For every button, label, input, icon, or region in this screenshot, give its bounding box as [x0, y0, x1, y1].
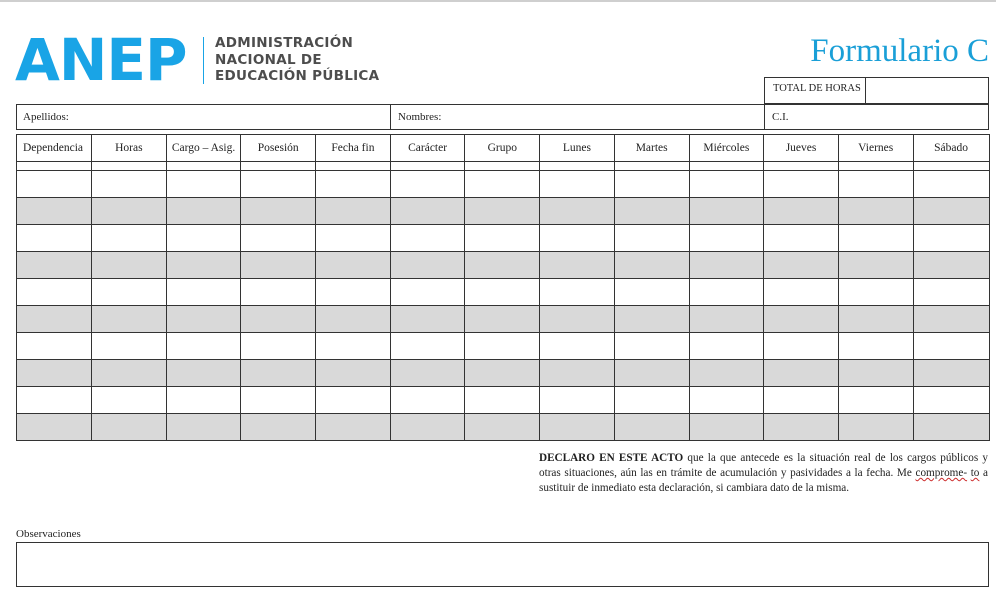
- column-header: Grupo: [465, 135, 540, 162]
- table-cell[interactable]: [838, 252, 913, 279]
- column-header: Dependencia: [17, 135, 92, 162]
- table-cell[interactable]: [166, 252, 241, 279]
- table-cell[interactable]: [17, 198, 92, 225]
- declaration-word: comprome-: [915, 467, 968, 479]
- table-cell[interactable]: [17, 252, 92, 279]
- table-cell[interactable]: [92, 360, 167, 387]
- table-cell[interactable]: [614, 252, 689, 279]
- table-cell[interactable]: [913, 387, 989, 414]
- table-row: [17, 198, 990, 225]
- table-cell[interactable]: [241, 252, 316, 279]
- table-cell[interactable]: [838, 171, 913, 198]
- table-cell[interactable]: [390, 360, 465, 387]
- observaciones-field[interactable]: [16, 542, 989, 587]
- table-cell[interactable]: [614, 360, 689, 387]
- table-cell[interactable]: [689, 387, 764, 414]
- table-cell[interactable]: [17, 333, 92, 360]
- column-header: Fecha fin: [316, 135, 391, 162]
- table-cell[interactable]: [92, 414, 167, 441]
- table-cell[interactable]: [241, 171, 316, 198]
- logo-line: EDUCACIÓN PÚBLICA: [215, 68, 380, 84]
- table-cell[interactable]: [540, 279, 615, 306]
- table-cell[interactable]: [316, 306, 391, 333]
- table-cell[interactable]: [838, 306, 913, 333]
- column-header: Lunes: [540, 135, 615, 162]
- total-hours-divider: [865, 78, 866, 103]
- table-cell[interactable]: [241, 414, 316, 441]
- table-cell[interactable]: [390, 387, 465, 414]
- column-header: Martes: [614, 135, 689, 162]
- table-cell[interactable]: [17, 414, 92, 441]
- table-cell[interactable]: [92, 279, 167, 306]
- table-cell[interactable]: [465, 360, 540, 387]
- column-header: Cargo – Asig.: [166, 135, 241, 162]
- declaration-lead: DECLARO EN ESTE ACTO: [539, 452, 684, 464]
- table-cell[interactable]: [390, 279, 465, 306]
- table-cell[interactable]: [92, 306, 167, 333]
- table-cell[interactable]: [316, 225, 391, 252]
- table-cell[interactable]: [540, 333, 615, 360]
- table-cell[interactable]: [913, 414, 989, 441]
- observaciones-label: Observaciones: [16, 528, 81, 540]
- table-cell[interactable]: [241, 225, 316, 252]
- column-header: Posesión: [241, 135, 316, 162]
- table-cell[interactable]: [614, 279, 689, 306]
- table-cell[interactable]: [316, 252, 391, 279]
- logo-line: NACIONAL DE: [215, 51, 322, 68]
- column-header: Sábado: [913, 135, 989, 162]
- table-cell[interactable]: [838, 360, 913, 387]
- table-cell[interactable]: [166, 198, 241, 225]
- table-cell[interactable]: [465, 225, 540, 252]
- column-header: Viernes: [838, 135, 913, 162]
- table-cell[interactable]: [689, 414, 764, 441]
- table-cell[interactable]: [241, 279, 316, 306]
- table-cell[interactable]: [689, 252, 764, 279]
- table-cell[interactable]: [390, 198, 465, 225]
- table-cell[interactable]: [316, 171, 391, 198]
- table-cell[interactable]: [17, 279, 92, 306]
- table-cell[interactable]: [92, 252, 167, 279]
- spacer-cell: [92, 162, 167, 171]
- ci-label[interactable]: C.I.: [772, 111, 789, 123]
- logo-line: ADMINISTRACIÓN: [215, 35, 354, 51]
- table-cell[interactable]: [166, 279, 241, 306]
- table-cell[interactable]: [540, 171, 615, 198]
- table-cell[interactable]: [166, 360, 241, 387]
- table-row: [17, 333, 990, 360]
- table-cell[interactable]: [390, 306, 465, 333]
- table-cell[interactable]: [614, 414, 689, 441]
- table-cell[interactable]: [913, 360, 989, 387]
- table-cell[interactable]: [689, 171, 764, 198]
- form-title: Formulario C: [810, 33, 989, 69]
- spacer-cell: [764, 162, 839, 171]
- table-cell[interactable]: [465, 252, 540, 279]
- table-cell[interactable]: [838, 225, 913, 252]
- spacer-cell: [241, 162, 316, 171]
- identity-divider: [764, 105, 765, 129]
- table-cell[interactable]: [465, 198, 540, 225]
- table-cell[interactable]: [689, 333, 764, 360]
- table-cell[interactable]: [614, 225, 689, 252]
- table-cell[interactable]: [390, 171, 465, 198]
- table-cell[interactable]: [913, 252, 989, 279]
- spacer-cell: [540, 162, 615, 171]
- logo-institution-name: [215, 35, 379, 85]
- logo-mark: ANEP: [15, 26, 187, 94]
- table-cell[interactable]: [764, 252, 839, 279]
- table-cell[interactable]: [689, 360, 764, 387]
- table-row: [17, 225, 990, 252]
- column-header: Jueves: [764, 135, 839, 162]
- table-cell[interactable]: [465, 333, 540, 360]
- declaration-body: que la que antecede es la situación real de los cargos públicos y otras situaciones, aún las en trámite de acumulación y pasividades a la fecha. Me: [539, 452, 988, 479]
- table-cell[interactable]: [241, 387, 316, 414]
- table-cell[interactable]: [913, 225, 989, 252]
- table-cell[interactable]: [764, 333, 839, 360]
- table-cell[interactable]: [764, 225, 839, 252]
- nombres-label[interactable]: Nombres:: [398, 111, 442, 123]
- table-header-row: [17, 135, 990, 162]
- table-cell[interactable]: [92, 198, 167, 225]
- table-cell[interactable]: [17, 171, 92, 198]
- table-cell[interactable]: [390, 333, 465, 360]
- table-cell[interactable]: [764, 198, 839, 225]
- table-cell[interactable]: [166, 171, 241, 198]
- spacer-cell: [913, 162, 989, 171]
- table-cell[interactable]: [92, 387, 167, 414]
- table-cell[interactable]: [241, 360, 316, 387]
- total-hours-field[interactable]: [764, 77, 989, 104]
- table-cell[interactable]: [17, 360, 92, 387]
- table-cell[interactable]: [166, 306, 241, 333]
- table-spacer-row: [17, 162, 990, 171]
- table-cell[interactable]: [838, 387, 913, 414]
- table-row: [17, 279, 990, 306]
- table-cell[interactable]: [241, 198, 316, 225]
- table-cell[interactable]: [316, 387, 391, 414]
- spacer-cell: [838, 162, 913, 171]
- table-cell[interactable]: [614, 198, 689, 225]
- table-cell[interactable]: [17, 387, 92, 414]
- table-cell[interactable]: [838, 198, 913, 225]
- table-cell[interactable]: [838, 333, 913, 360]
- table-cell[interactable]: [390, 252, 465, 279]
- table-cell[interactable]: [316, 360, 391, 387]
- table-cell[interactable]: [465, 171, 540, 198]
- declaration-end: a sustituir de inmediato esta declaración, si cambiara dato de la misma.: [539, 467, 989, 494]
- declaration-word: to: [970, 467, 980, 479]
- table-cell[interactable]: [838, 279, 913, 306]
- column-header: Horas: [92, 135, 167, 162]
- table-cell[interactable]: [689, 225, 764, 252]
- table-cell[interactable]: [913, 333, 989, 360]
- identity-divider: [390, 105, 391, 129]
- table-cell[interactable]: [689, 279, 764, 306]
- table-cell[interactable]: [540, 360, 615, 387]
- table-cell[interactable]: [166, 387, 241, 414]
- spacer-cell: [689, 162, 764, 171]
- table-cell[interactable]: [540, 198, 615, 225]
- table-cell[interactable]: [390, 225, 465, 252]
- table-row: [17, 387, 990, 414]
- table-cell[interactable]: [764, 279, 839, 306]
- table-cell[interactable]: [316, 198, 391, 225]
- table-cell[interactable]: [17, 225, 92, 252]
- table-cell[interactable]: [838, 414, 913, 441]
- table-cell[interactable]: [92, 333, 167, 360]
- table-cell[interactable]: [540, 225, 615, 252]
- table-cell[interactable]: [92, 225, 167, 252]
- table-cell[interactable]: [316, 414, 391, 441]
- table-cell[interactable]: [316, 333, 391, 360]
- logo-separator: [203, 37, 204, 84]
- total-hours-label: TOTAL DE HORAS: [773, 83, 861, 94]
- spacer-cell: [166, 162, 241, 171]
- table-cell[interactable]: [540, 387, 615, 414]
- table-row: [17, 306, 990, 333]
- table-cell[interactable]: [465, 306, 540, 333]
- spacer-cell: [17, 162, 92, 171]
- table-cell[interactable]: [166, 414, 241, 441]
- table-cell[interactable]: [614, 306, 689, 333]
- identity-row: [16, 104, 989, 130]
- table-cell[interactable]: [689, 198, 764, 225]
- table-cell[interactable]: [614, 333, 689, 360]
- table-cell[interactable]: [913, 198, 989, 225]
- table-cell[interactable]: [689, 306, 764, 333]
- table-cell[interactable]: [316, 279, 391, 306]
- table-cell[interactable]: [540, 306, 615, 333]
- table-cell[interactable]: [465, 279, 540, 306]
- table-cell[interactable]: [540, 414, 615, 441]
- table-cell[interactable]: [241, 333, 316, 360]
- table-cell[interactable]: [92, 171, 167, 198]
- top-border: [0, 0, 996, 2]
- table-cell[interactable]: [540, 252, 615, 279]
- positions-table: [16, 134, 990, 441]
- spacer-cell: [614, 162, 689, 171]
- declaration-text: [539, 451, 988, 496]
- table-cell[interactable]: [614, 171, 689, 198]
- table-cell[interactable]: [241, 306, 316, 333]
- column-header: Miércoles: [689, 135, 764, 162]
- table-cell[interactable]: [764, 414, 839, 441]
- table-cell[interactable]: [17, 306, 92, 333]
- table-cell[interactable]: [764, 387, 839, 414]
- spacer-cell: [465, 162, 540, 171]
- table-row: [17, 360, 990, 387]
- table-cell[interactable]: [166, 333, 241, 360]
- table-cell[interactable]: [465, 387, 540, 414]
- table-row: [17, 171, 990, 198]
- table-cell[interactable]: [390, 414, 465, 441]
- column-header: Carácter: [390, 135, 465, 162]
- table-cell[interactable]: [764, 171, 839, 198]
- table-cell[interactable]: [465, 414, 540, 441]
- spacer-cell: [390, 162, 465, 171]
- table-cell[interactable]: [614, 387, 689, 414]
- table-cell[interactable]: [764, 360, 839, 387]
- table-cell[interactable]: [764, 306, 839, 333]
- table-cell[interactable]: [913, 306, 989, 333]
- table-cell[interactable]: [166, 225, 241, 252]
- table-row: [17, 414, 990, 441]
- table-row: [17, 252, 990, 279]
- table-cell[interactable]: [913, 279, 989, 306]
- apellidos-label[interactable]: Apellidos:: [23, 111, 69, 123]
- table-cell[interactable]: [913, 171, 989, 198]
- spacer-cell: [316, 162, 391, 171]
